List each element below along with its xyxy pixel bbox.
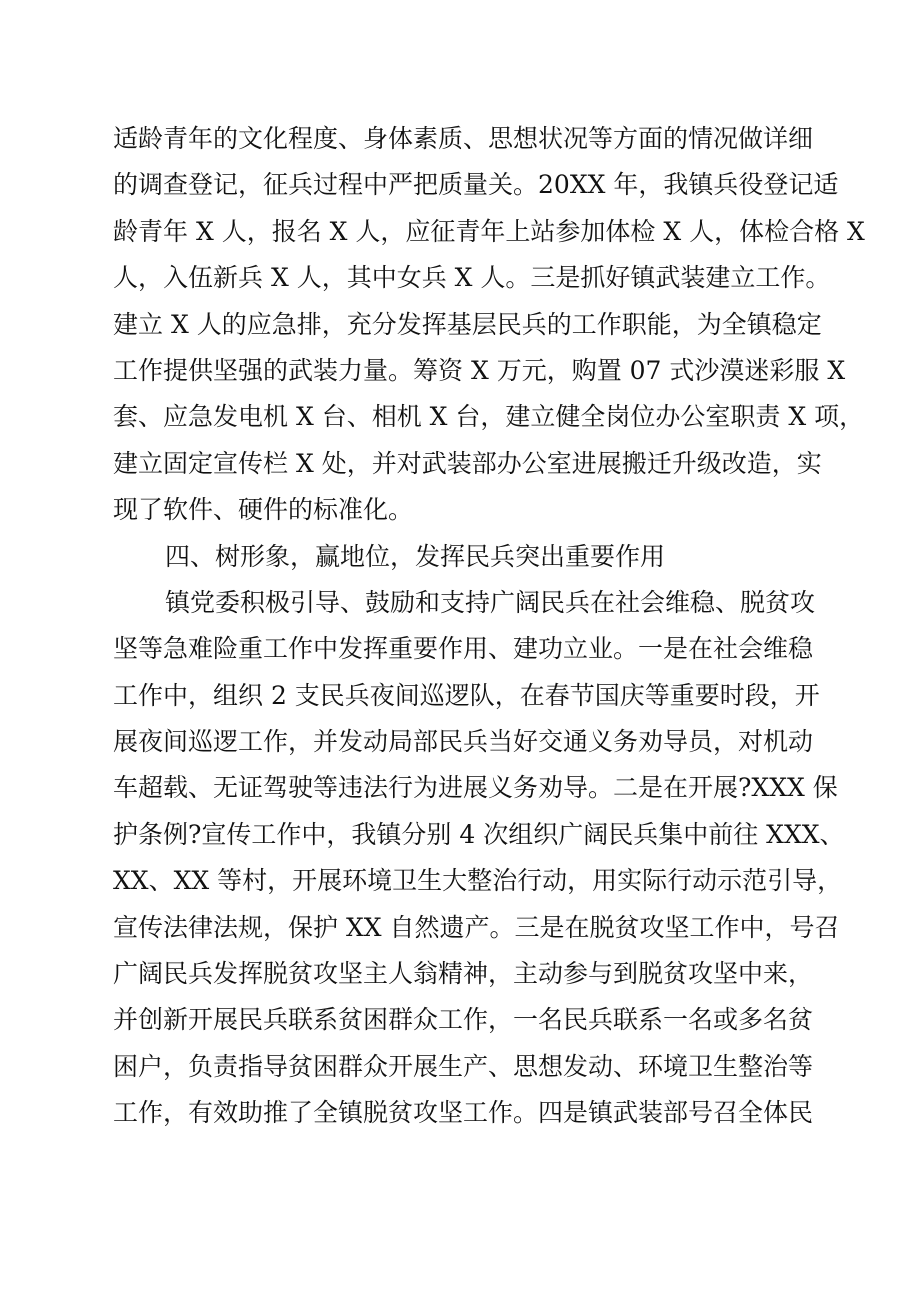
text-line: 工作提供坚强的武装力量。筹资 X 万元，购置 07 式沙漠迷彩服 X: [113, 355, 846, 385]
paragraph-militia-role: [113, 580, 845, 1137]
text-line: 困户，负责指导贫困群众开展生产、思想发动、环境卫生整治等: [113, 1051, 814, 1081]
text-line: 工作中，组织 2 支民兵夜间巡逻队，在春节国庆等重要时段，开: [113, 680, 820, 710]
text-line: XX、XX 等村，开展环境卫生大整治行动，用实际行动示范引导，: [113, 866, 843, 896]
paragraph-recruitment: [113, 116, 865, 534]
text-line: 建立固定宣传栏 X 处，并对武装部办公室进展搬迁升级改造，实: [113, 448, 822, 478]
text-line: 的调查登记，征兵过程中严把质量关。20XX 年，我镇兵役登记适: [113, 170, 839, 200]
section-heading: [113, 534, 813, 580]
text-line: 套、应急发电机 X 台、相机 X 台，建立健全岗位办公室职责 X 项，: [113, 402, 865, 432]
document-body: [113, 116, 865, 1137]
text-line: 并创新开展民兵联系贫困群众工作，一名民兵联系一名或多名贫: [113, 1005, 814, 1035]
text-line: 车超载、无证驾驶等违法行为进展义务劝导。二是在开展?XXX 保: [113, 773, 838, 803]
text-line: 龄青年 X 人，报名 X 人，应征青年上站参加体检 X 人，体检合格 X: [113, 216, 865, 246]
text-line: 坚等急难险重工作中发挥重要作用、建功立业。一是在社会维稳: [113, 634, 814, 664]
text-line: 展夜间巡逻工作，并发动局部民兵当好交通义务劝导员，对机动: [113, 727, 814, 757]
heading-line: 四、树形象，赢地位，发挥民兵突出重要作用: [165, 541, 666, 571]
text-line: 护条例?宣传工作中，我镇分别 4 次组织广阔民兵集中前往 XXX、: [113, 819, 845, 849]
text-line: 适龄青年的文化程度、身体素质、思想状况等方面的情况做详细: [113, 124, 814, 153]
text-line: 工作，有效助推了全镇脱贫攻坚工作。四是镇武装部号召全体民: [113, 1098, 814, 1128]
text-line: 建立 X 人的应急排，充分发挥基层民兵的工作职能，为全镇稳定: [113, 309, 822, 339]
text-line: 镇党委积极引导、鼓励和支持广阔民兵在社会维稳、脱贫攻: [165, 587, 816, 617]
text-line: 宣传法律法规，保护 XX 自然遗产。三是在脱贫攻坚工作中，号召: [113, 912, 840, 942]
text-line: 人，入伍新兵 X 人，其中女兵 X 人。三是抓好镇武装建立工作。: [113, 263, 831, 293]
text-line: 广阔民兵发挥脱贫攻坚主人翁精神，主动参与到脱贫攻坚中来，: [113, 959, 814, 989]
text-line: 现了软件、硬件的标准化。: [113, 495, 414, 525]
